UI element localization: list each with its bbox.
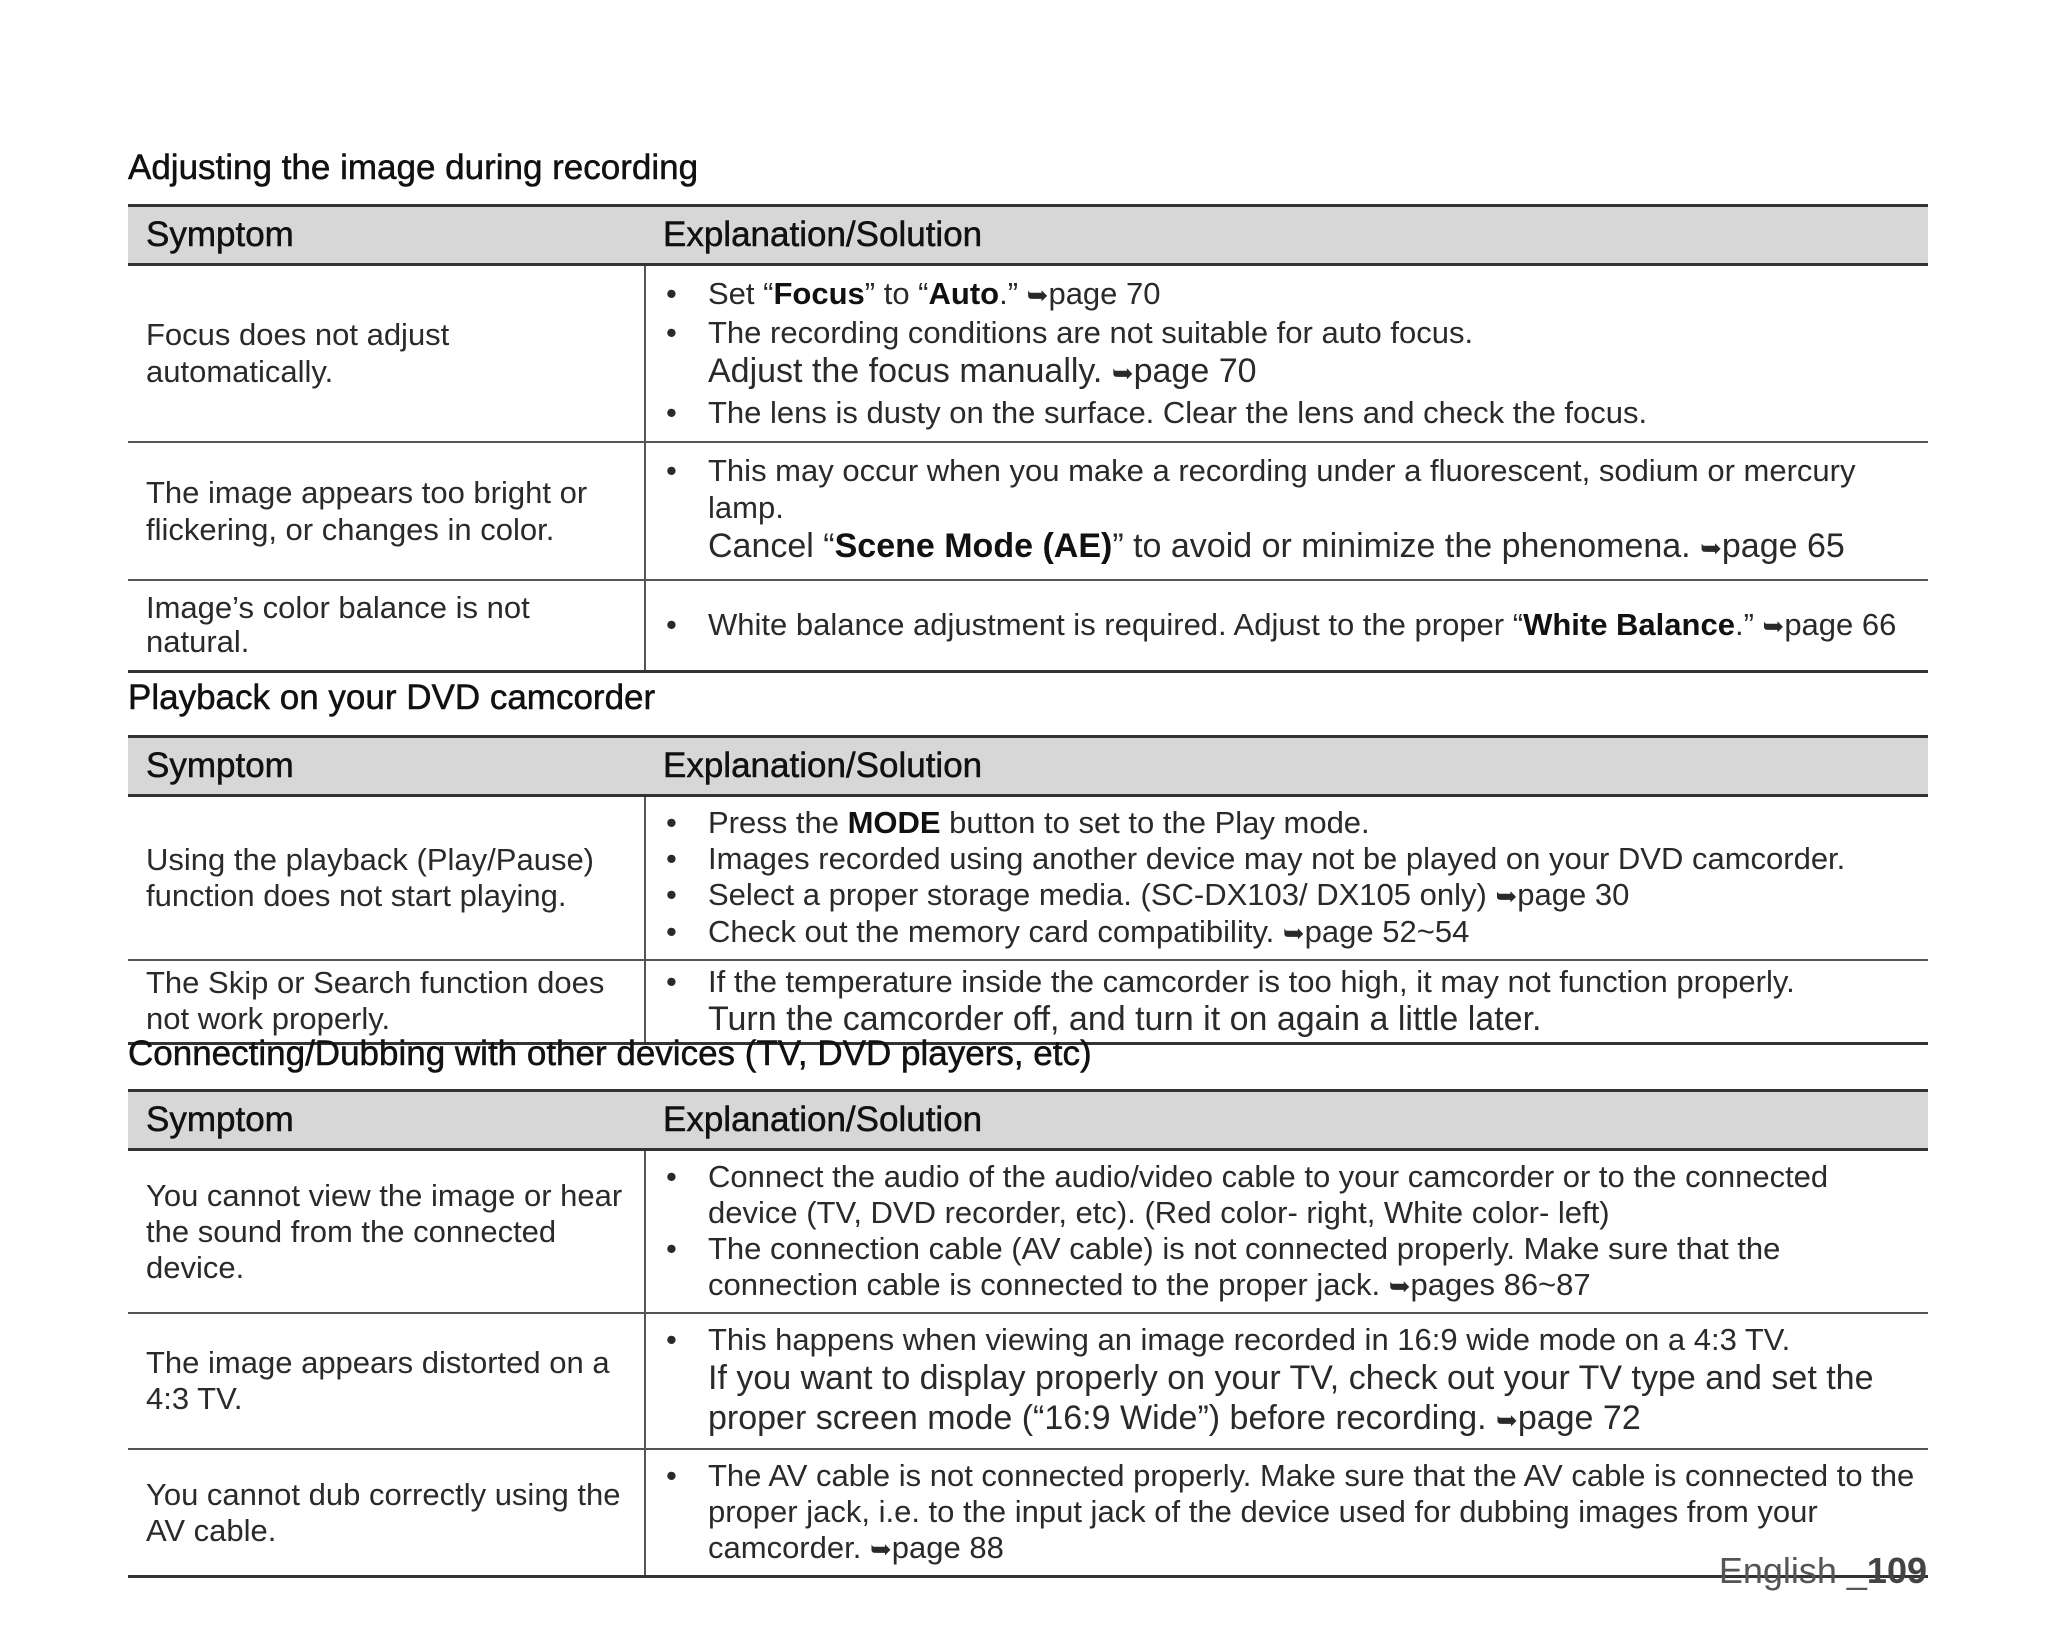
bullet-item: • Set “Focus” to “Auto.” ➥page 70 bbox=[658, 275, 1920, 314]
table-row bbox=[128, 442, 1928, 580]
page-footer bbox=[1719, 1550, 1927, 1592]
table-row bbox=[128, 580, 1928, 672]
symptom-header: Symptom bbox=[128, 737, 645, 796]
page-ref[interactable]: pages 86~87 bbox=[1410, 1267, 1591, 1302]
page-arrow-icon: ➥ bbox=[1495, 881, 1518, 911]
page-ref[interactable]: page 66 bbox=[1784, 606, 1897, 642]
solution-header: Explanation/Solution bbox=[645, 737, 1928, 796]
connecting-table bbox=[128, 1089, 1928, 1578]
page-ref[interactable]: page 52~54 bbox=[1304, 914, 1470, 949]
table-row bbox=[128, 265, 1928, 442]
bullet-item: • Check out the memory card compatibility. ➥page 52~54 bbox=[658, 914, 1920, 951]
bullet-item: • This happens when viewing an image recorded in 16:9 wide mode on a 4:3 TV. If you want to display properly on your TV, check out your TV type and set the proper screen mode (“16:9 Wide”) before recording. ➥page 72 bbox=[658, 1322, 1920, 1440]
bullet-item: • The connection cable (AV cable) is not connected properly. Make sure that the connection cable is connected to the proper jack. ➥pages 86~87 bbox=[658, 1231, 1920, 1304]
page-ref[interactable]: page 88 bbox=[891, 1530, 1004, 1565]
table-row bbox=[128, 796, 1928, 961]
bullet-item: • White balance adjustment is required. Adjust to the proper “White Balance.” ➥page 66 bbox=[658, 608, 1920, 643]
bullet-item: • The AV cable is not connected properly. Make sure that the AV cable is connected to the proper jack, i.e. to the input jack of the device used for dubbing images from your camcorder. ➥page 88 bbox=[658, 1458, 1920, 1567]
solution-header: Explanation/Solution bbox=[645, 206, 1928, 265]
bullet-item: • Press the MODE button to set to the Play mode. bbox=[658, 805, 1920, 841]
symptom-cell: You cannot view the image or hear the sound from the connected device. bbox=[128, 1150, 645, 1314]
bullet-item: • The recording conditions are not suitable for auto focus. Adjust the focus manually. ➥page 70 bbox=[658, 314, 1920, 394]
solution-cell bbox=[645, 960, 1928, 1043]
symptom-cell: Using the playback (Play/Pause) function does not start playing. bbox=[128, 796, 645, 961]
page-arrow-icon: ➥ bbox=[1026, 280, 1049, 311]
table-header bbox=[128, 1091, 1928, 1150]
bullet-item: • Select a proper storage media. (SC-DX103/ DX105 only) ➥page 30 bbox=[658, 877, 1920, 914]
symptom-cell: The image appears distorted on a 4:3 TV. bbox=[128, 1313, 645, 1449]
table-header bbox=[128, 206, 1928, 265]
symptom-cell: The image appears too bright or flickering, or changes in color. bbox=[128, 442, 645, 580]
solution-cell bbox=[645, 796, 1928, 961]
page-arrow-icon: ➥ bbox=[1111, 358, 1134, 389]
page-arrow-icon: ➥ bbox=[1282, 918, 1305, 948]
symptom-cell: You cannot dub correctly using the AV cable. bbox=[128, 1449, 645, 1577]
table-row bbox=[128, 1150, 1928, 1314]
bullet-item: • The lens is dusty on the surface. Clear the lens and check the focus. bbox=[658, 394, 1920, 431]
table-row bbox=[128, 960, 1928, 1043]
symptom-cell: Image’s color balance is not natural. bbox=[128, 580, 645, 672]
symptom-header: Symptom bbox=[128, 206, 645, 265]
page-ref[interactable]: page 70 bbox=[1133, 352, 1257, 391]
section-title-playback: Playback on your DVD camcorder bbox=[128, 678, 656, 717]
page-ref[interactable]: page 72 bbox=[1517, 1399, 1641, 1437]
symptom-cell: Focus does not adjust automatically. bbox=[128, 265, 645, 442]
adjusting-image-table bbox=[128, 204, 1928, 673]
page-arrow-icon: ➥ bbox=[1762, 610, 1785, 641]
symptom-cell: The Skip or Search function does not work properly. bbox=[128, 960, 645, 1043]
bullet-item: • If the temperature inside the camcorder is too high, it may not function properly. Turn the camcorder off, and turn it on again a little later. bbox=[658, 964, 1920, 1038]
solution-cell bbox=[645, 265, 1928, 442]
playback-table bbox=[128, 735, 1928, 1045]
bullet-item: • This may occur when you make a recording under a fluorescent, sodium or mercury lamp. Cancel “Scene Mode (AE)” to avoid or minimize the phenomena. ➥page 65 bbox=[658, 452, 1920, 569]
page-arrow-icon: ➥ bbox=[1700, 533, 1722, 563]
solution-header: Explanation/Solution bbox=[645, 1091, 1928, 1150]
bullet-item: • Connect the audio of the audio/video cable to your camcorder or to the connected device (TV, DVD recorder, etc). (Red color- right, White color- left) bbox=[658, 1159, 1920, 1231]
page-arrow-icon: ➥ bbox=[1388, 1271, 1411, 1301]
table-row bbox=[128, 1313, 1928, 1449]
solution-cell bbox=[645, 442, 1928, 580]
page-ref[interactable]: page 65 bbox=[1721, 527, 1845, 565]
footer-language: English _ bbox=[1718, 1550, 1867, 1591]
page-arrow-icon: ➥ bbox=[1496, 1405, 1518, 1435]
solution-cell bbox=[645, 580, 1928, 672]
page-ref[interactable]: page 30 bbox=[1517, 877, 1630, 912]
page-ref[interactable]: page 70 bbox=[1048, 276, 1161, 312]
page-arrow-icon: ➥ bbox=[869, 1534, 892, 1564]
table-header bbox=[128, 737, 1928, 796]
solution-cell bbox=[645, 1313, 1928, 1449]
bullet-item: • Images recorded using another device may not be played on your DVD camcorder. bbox=[658, 841, 1920, 877]
solution-cell bbox=[645, 1150, 1928, 1314]
symptom-header: Symptom bbox=[128, 1091, 645, 1150]
page-number: 109 bbox=[1866, 1550, 1927, 1591]
section-title-adjusting-image: Adjusting the image during recording bbox=[128, 148, 699, 187]
table-row bbox=[128, 1449, 1928, 1577]
section-title-connecting-dubbing: Connecting/Dubbing with other devices (TV, DVD players, etc) bbox=[128, 1034, 1092, 1073]
